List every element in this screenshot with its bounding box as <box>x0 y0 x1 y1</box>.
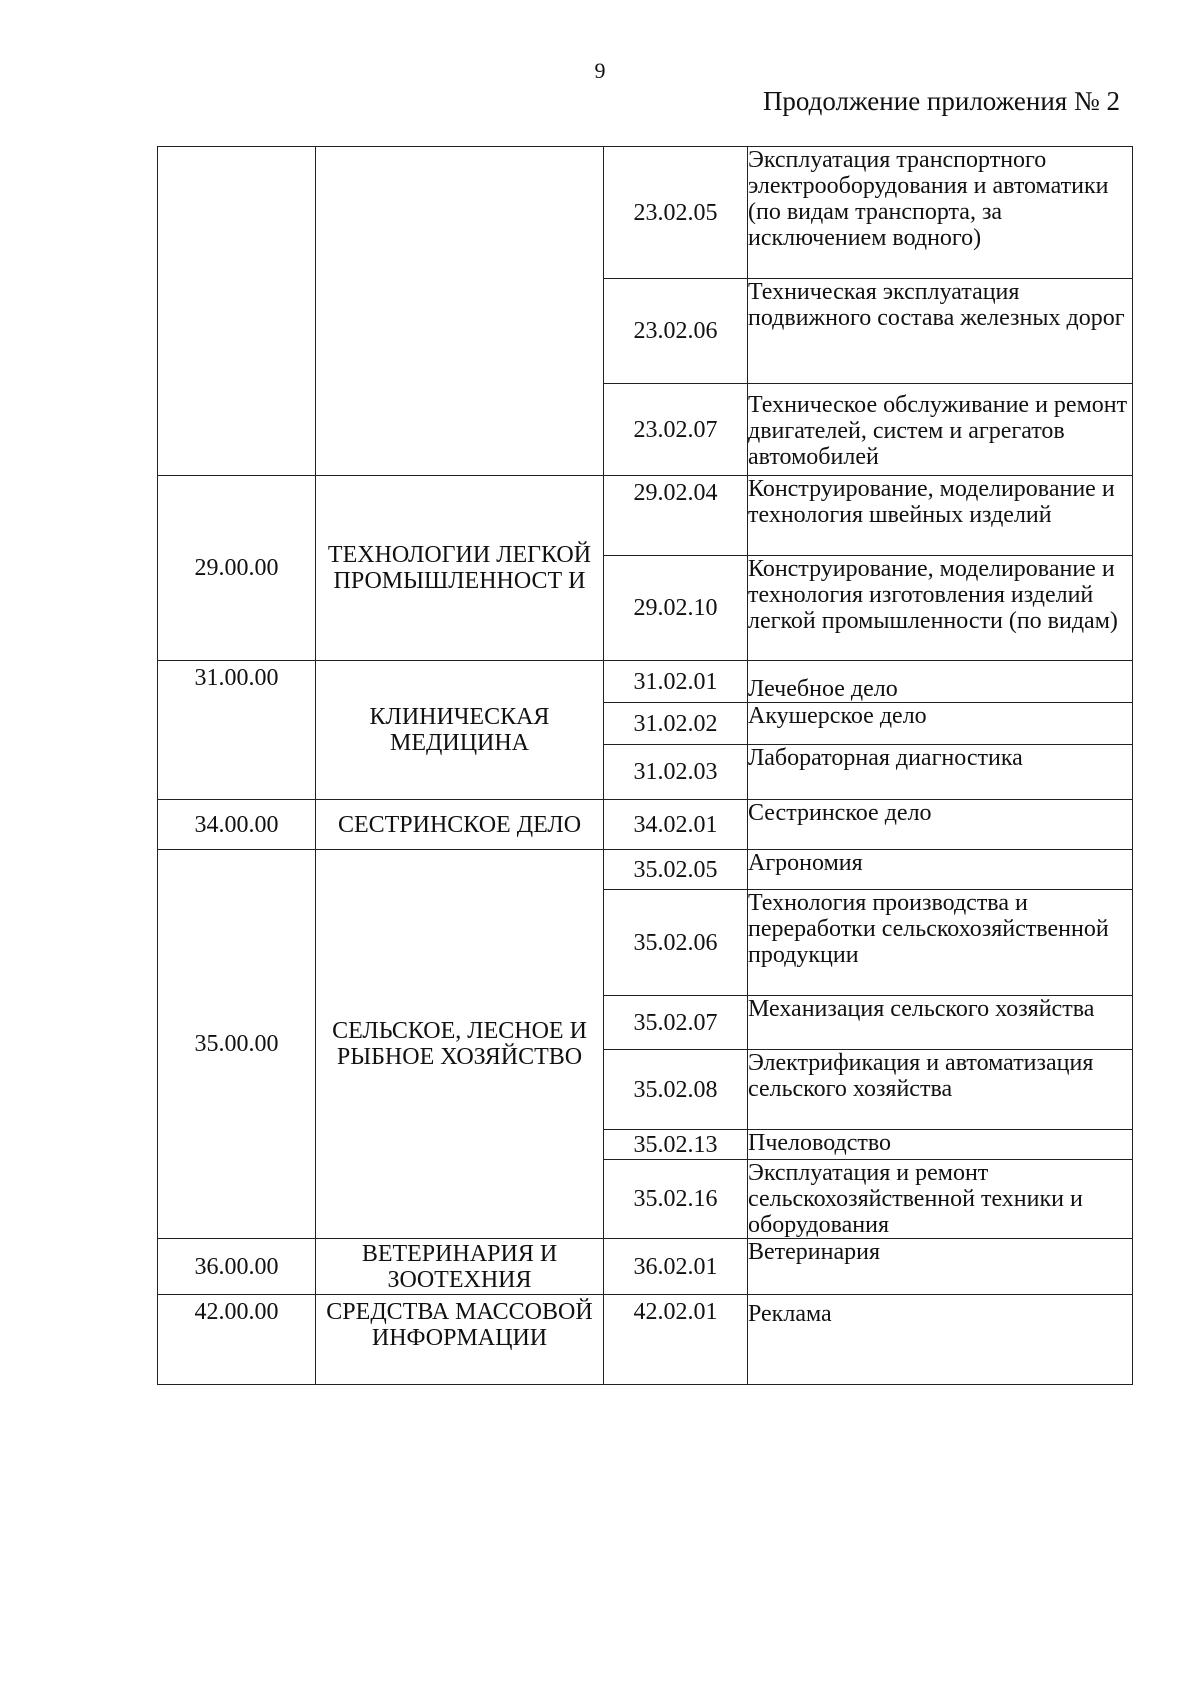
group-code-cell: 34.00.00 <box>158 800 316 850</box>
group-name-cell: СЕЛЬСКОЕ, ЛЕСНОЕ И РЫБНОЕ ХОЗЯЙСТВО <box>316 850 604 1239</box>
specialty-code: 35.02.16 <box>604 1160 748 1239</box>
specialty-code: 35.02.05 <box>604 850 748 890</box>
specialty-code: 29.02.04 <box>604 476 748 556</box>
specialty-code: 42.02.01 <box>604 1295 748 1385</box>
specialty-title: Электрификация и автоматизация сельского хозяйства <box>748 1050 1133 1130</box>
group-name-cell: ВЕТЕРИНАРИЯ И ЗООТЕХНИЯ <box>316 1239 604 1295</box>
specialty-code: 29.02.10 <box>604 556 748 661</box>
specialties-table <box>157 146 1133 1385</box>
specialty-code: 34.02.01 <box>604 800 748 850</box>
group-name-cell: КЛИНИЧЕСКАЯ МЕДИЦИНА <box>316 661 604 800</box>
group-code-cell: 31.00.00 <box>158 661 316 800</box>
specialty-title: Реклама <box>748 1295 1133 1385</box>
specialty-title: Конструирование, моделирование и технология изготовления изделий легкой промышленности (по видам) <box>748 556 1133 661</box>
specialty-title: Сестринское дело <box>748 800 1133 850</box>
specialty-title: Механизация сельского хозяйства <box>748 996 1133 1050</box>
group-code-cell: 42.00.00 <box>158 1295 316 1385</box>
group-name-cell: СЕСТРИНСКОЕ ДЕЛО <box>316 800 604 850</box>
group-name-cell <box>316 147 604 476</box>
specialty-code: 23.02.06 <box>604 279 748 384</box>
table-row <box>158 661 1133 703</box>
specialty-title: Пчеловодство <box>748 1130 1133 1160</box>
specialty-code: 23.02.05 <box>604 147 748 279</box>
specialty-title: Агрономия <box>748 850 1133 890</box>
group-code-cell <box>158 147 316 476</box>
specialty-code: 35.02.06 <box>604 890 748 996</box>
table-row <box>158 147 1133 279</box>
specialty-title: Лечебное дело <box>748 661 1133 703</box>
table-row <box>158 1239 1133 1295</box>
specialty-title: Технология производства и переработки сельскохозяйственной продукции <box>748 890 1133 996</box>
specialty-title: Лабораторная диагностика <box>748 745 1133 800</box>
specialty-code: 35.02.07 <box>604 996 748 1050</box>
specialty-code: 31.02.03 <box>604 745 748 800</box>
specialty-title: Техническая эксплуатация подвижного состава железных дорог <box>748 279 1133 384</box>
specialty-title: Эксплуатация и ремонт сельскохозяйственной техники и оборудования <box>748 1160 1133 1239</box>
page-number: 9 <box>594 58 606 83</box>
group-code-cell: 29.00.00 <box>158 476 316 661</box>
specialty-code: 35.02.13 <box>604 1130 748 1160</box>
table-row <box>158 800 1133 850</box>
table-row <box>158 476 1133 556</box>
specialty-code: 35.02.08 <box>604 1050 748 1130</box>
group-code-cell: 36.00.00 <box>158 1239 316 1295</box>
specialty-title: Техническое обслуживание и ремонт двигателей, систем и агрегатов автомобилей <box>748 384 1133 476</box>
specialty-title: Конструирование, моделирование и технология швейных изделий <box>748 476 1133 556</box>
specialty-title: Акушерское дело <box>748 703 1133 745</box>
appendix-caption: Продолжение приложения № 2 <box>762 86 1120 116</box>
specialty-title: Эксплуатация транспортного электрооборудования и автоматики (по видам транспорта, за исключением водного) <box>748 147 1133 279</box>
specialty-code: 36.02.01 <box>604 1239 748 1295</box>
specialty-code: 23.02.07 <box>604 384 748 476</box>
specialty-code: 31.02.02 <box>604 703 748 745</box>
group-name-cell: СРЕДСТВА МАССОВОЙ ИНФОРМАЦИИ <box>316 1295 604 1385</box>
table-row <box>158 850 1133 890</box>
group-code-cell: 35.00.00 <box>158 850 316 1239</box>
specialty-code: 31.02.01 <box>604 661 748 703</box>
table-row <box>158 1295 1133 1385</box>
specialty-title: Ветеринария <box>748 1239 1133 1295</box>
group-name-cell: ТЕХНОЛОГИИ ЛЕГКОЙ ПРОМЫШЛЕННОСТ И <box>316 476 604 661</box>
